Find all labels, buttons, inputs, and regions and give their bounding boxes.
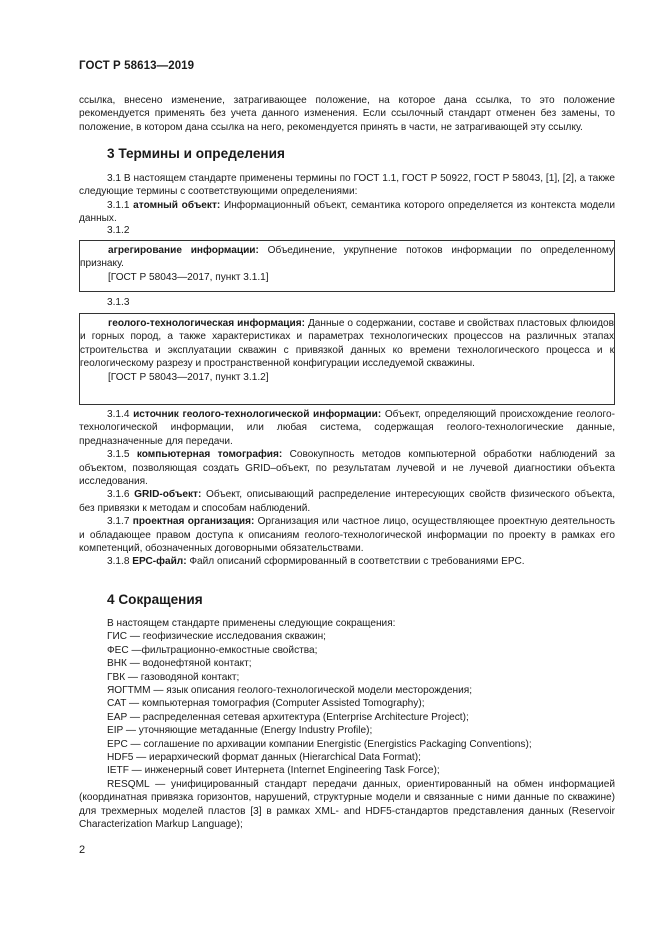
term-3-1-2-def: агрегирование информации: Объединение, укрупнение потоков информации по определенному признаку. (80, 245, 614, 270)
term-3-1-3-ref: [ГОСТ Р 58043—2017, пункт 3.1.2] (108, 371, 269, 383)
list-item: IETF — инженерный совет Интернета (Internet Engineering Task Force); (107, 765, 440, 777)
intro-text: ссылка, внесено изменение, затрагивающее положение, на которое дана ссылка, то это положение рекомендуется применять без учета данного изменения. Если ссылочный стандарт отменен без замены, то положение, в котором дана ссылка на него, рекомендуется принять в части, не затрагивающей эту ссылку. (79, 95, 615, 133)
term-3-1-2-number: 3.1.2 (107, 225, 130, 236)
list-item: ЯОГТММ — язык описания геолого-технологической модели месторождения; (107, 685, 473, 697)
term-3-1-2-ref: [ГОСТ Р 58043—2017, пункт 3.1.1] (108, 271, 269, 283)
term-3-1-2-box (79, 240, 615, 292)
page-number: 2 (79, 844, 86, 856)
section-4-title: 4 Сокращения (107, 592, 203, 607)
term-name: атомный объект: (133, 199, 221, 211)
term-name: геолого-технологическая информация: (108, 318, 305, 329)
intro-paragraph (79, 94, 615, 134)
term-name: компьютерная томография: (136, 449, 283, 461)
list-item: EPC — соглашение по архивации компании Energistic (Energistics Packaging Conventions); (107, 738, 532, 750)
section-3-title: 3 Термины и определения (107, 146, 285, 161)
term-name: агрегирование информации: (108, 245, 259, 256)
section-3-body-top (79, 172, 615, 226)
term-3-1-3-def: геолого-технологическая информация: Данные о содержании, составе и свойствах пластовых флюидов и горных пород, а также характеристиках и параметрах технологических процессов на различных этапах строительства и эксплуатации скважин с привязкой данных ко времени технологического процесса и к геологическому разрезу и пространственной конфигурации исследуемой скважины. (80, 318, 614, 370)
list-item: EAP — распределенная сетевая архитектура (Enterprise Architecture Project); (107, 711, 469, 723)
list-item: ВНК — водонефтяной контакт; (107, 658, 252, 670)
term-name: ЕРС-файл: (132, 556, 187, 568)
abbreviations-list (79, 617, 615, 832)
list-item: EIP — уточняющие метаданные (Energy Industry Profile); (107, 725, 373, 737)
paragraph-3-1: 3.1 В настоящем стандарте применены термины по ГОСТ 1.1, ГОСТ Р 50922, ГОСТ Р 58043, [1], [2], а также следующие термины с соответствующими определениями: (79, 173, 615, 198)
list-item-resqml: RESQML — унифицированный стандарт передачи данных, ориентированный на обмен информацией (координатная привязка горизонтов, нарушений, структурные модели и связанные с ними данные по скважине) для трехмерных моделей пластов [3] в рамках XML- and HDF5-стандартов представления данных (Reservoir Characterization Markup Language); (79, 778, 615, 831)
list-item: ФЕС —фильтрационно-емкостные свойства; (107, 644, 318, 656)
term-3-1-7: 3.1.7 проектная организация: Организация или частное лицо, осуществляющее проектную деятельность и обладающее правом доступа к описаниям геолого-технологической информации по проекту в рамках его компетенций, обозначенных договорными обязательствами. (79, 516, 615, 555)
list-item: ГВК — газоводяной контакт; (107, 671, 240, 683)
term-3-1-3-box (79, 313, 615, 405)
term-name: проектная организация: (132, 516, 255, 528)
term-3-1-6: 3.1.6 GRID-объект: Объект, описывающий распределение интересующих свойств физического объекта, без привязки к методам и способам наблюдений. (79, 489, 615, 514)
list-item: HDF5 — иерархический формат данных (Hierarchical Data Format); (107, 752, 421, 764)
term-name: GRID-объект: (134, 489, 202, 501)
term-3-1-3-number: 3.1.3 (107, 297, 130, 308)
list-item: CAT — компьютерная томография (Computer Assisted Tomography); (107, 698, 425, 710)
section-3-body-bottom (79, 408, 615, 569)
term-3-1-8: 3.1.8 ЕРС-файл: Файл описаний сформированный в соответствии с требованиями ЕРС. (107, 556, 525, 568)
term-3-1-1: 3.1.1 атомный объект: Информационный объект, семантика которого определяется из контекста модели данных. (79, 199, 615, 225)
term-name: источник геолого-технологической информации: (133, 409, 382, 420)
list-item: ГИС — геофизические исследования скважин; (107, 631, 326, 643)
term-3-1-5: 3.1.5 компьютерная томография: Совокупность методов компьютерной обработки наблюдений за объектом, позволяющая создать GRID–объект, по результатам лучевой и не лучевой диагностики объекта исследования. (79, 449, 615, 488)
term-3-1-4: 3.1.4 источник геолого-технологической информации: Объект, определяющий происхождение геолого-технологической информации, или любая система, содержащая геолого-технологические данные, предназначенные для передачи. (79, 409, 615, 447)
document-header: ГОСТ Р 58613—2019 (79, 60, 195, 72)
abbreviations-intro: В настоящем стандарте применены следующие сокращения: (107, 618, 396, 629)
